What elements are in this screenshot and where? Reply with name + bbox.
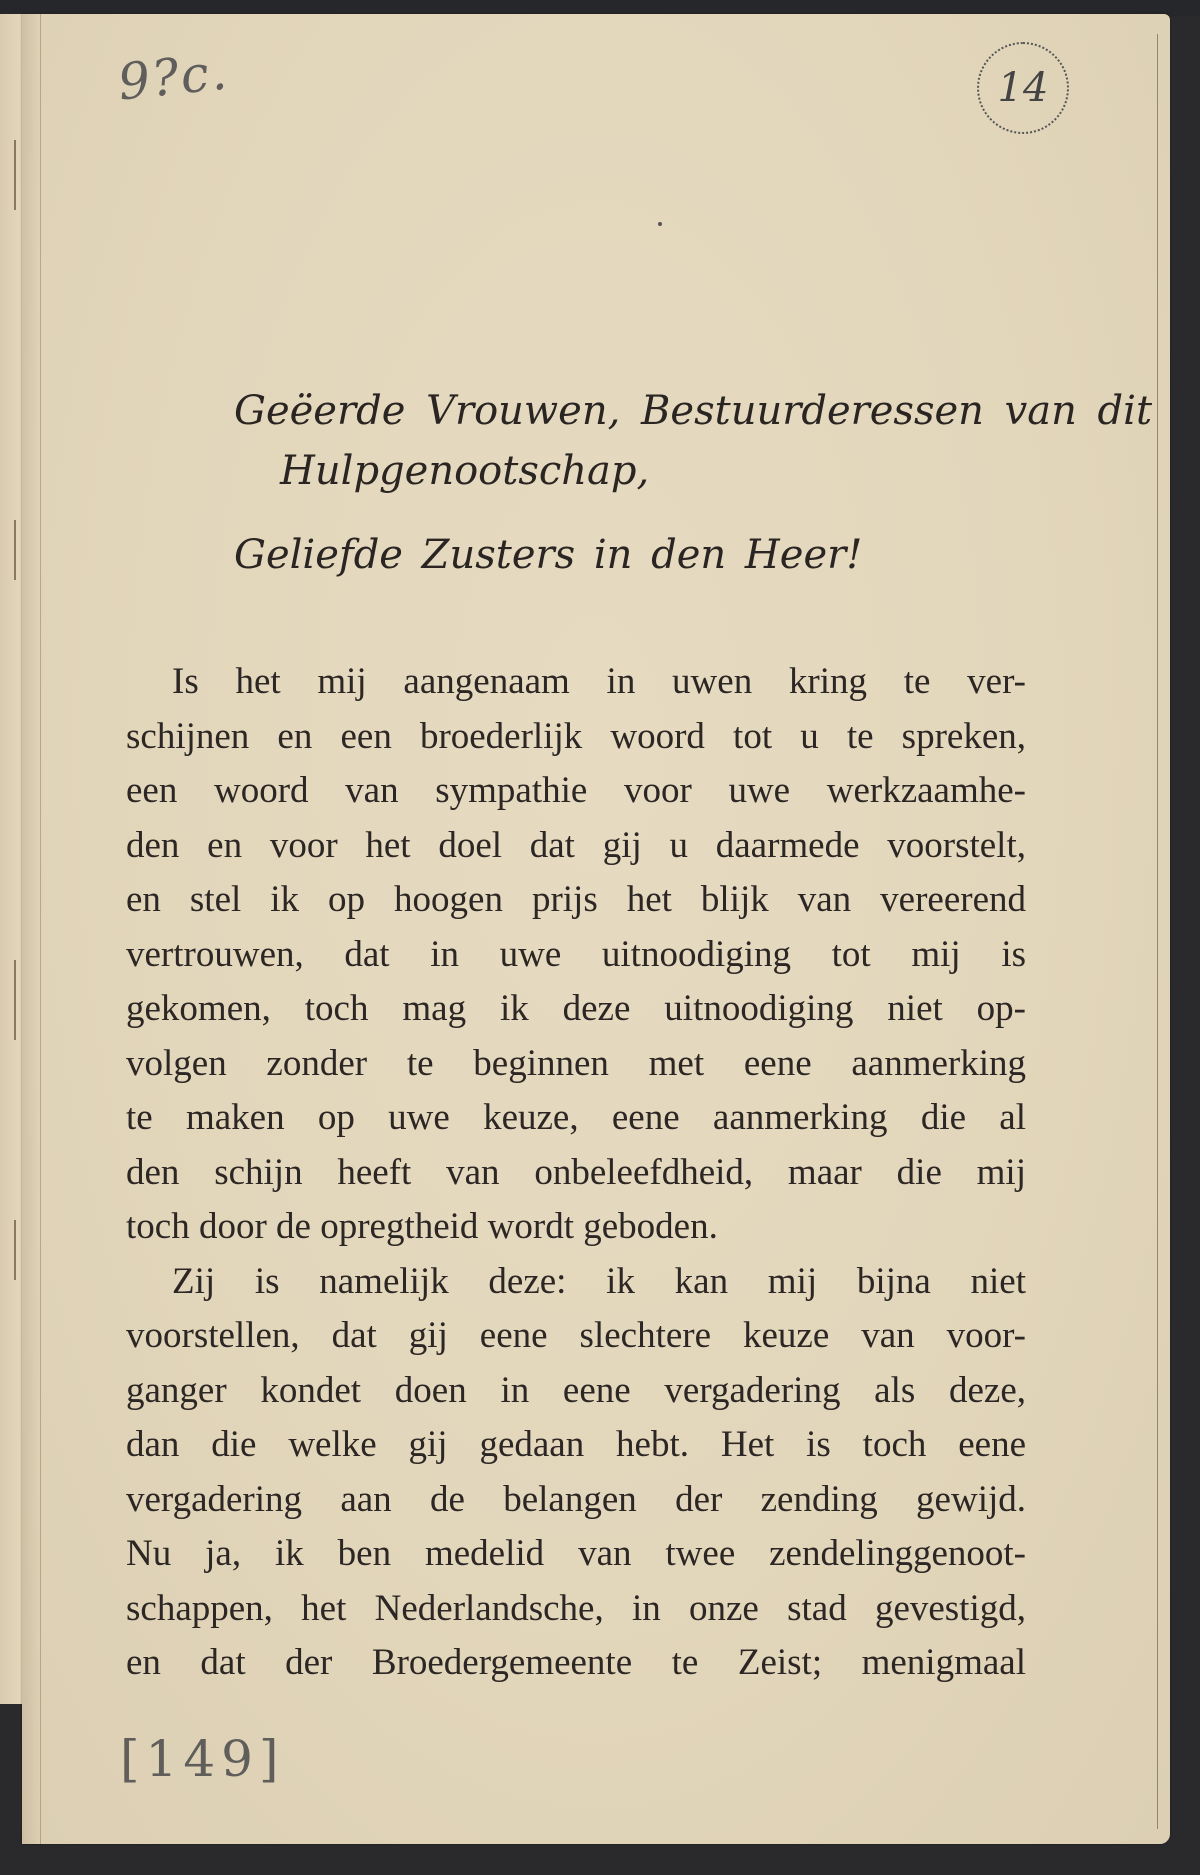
text-line: gekomen, toch mag ik deze uitnoodiging niet op-: [126, 988, 1026, 1029]
page-gutter-crease: [22, 14, 41, 1844]
paragraph-2: [126, 1255, 1026, 1691]
text-line: dan die welke gij gedaan hebt. Het is toch eene: [126, 1424, 1026, 1465]
binding-mark: [14, 960, 16, 1040]
text-line: en stel ik op hoogen prijs het blijk van vereerend: [126, 879, 1026, 920]
pencil-annotation-bottom-left: [149]: [120, 1730, 285, 1788]
ink-speck: [658, 222, 662, 226]
binding-mark: [14, 1220, 16, 1280]
text-line: toch door de opregtheid wordt geboden.: [126, 1206, 718, 1247]
text-line: vertrouwen, dat in uwe uitnoodiging tot mij is: [126, 933, 1026, 975]
text-line: ganger kondet doen in eene vergadering als deze,: [126, 1369, 1026, 1411]
text-line: voorstellen, dat gij eene slechtere keuze van voor-: [126, 1315, 1026, 1356]
text-line: Zij is namelijk deze: ik kan mij bijna niet: [172, 1260, 1026, 1302]
pencil-annotation-top-left: 9?c.: [115, 42, 232, 112]
text-line: den en voor het doel dat gij u daarmede voorstelt,: [126, 824, 1026, 866]
text-line: Nu ja, ik ben medelid van twee zendelinggenoot-: [126, 1533, 1026, 1574]
salutation-line-3: Geliefde Zusters in den Heer!: [234, 532, 863, 578]
text-line: volgen zonder te beginnen met eene aanmerking: [126, 1042, 1026, 1084]
text-line: te maken op uwe keuze, eene aanmerking die al: [126, 1097, 1026, 1138]
binding-mark: [14, 520, 16, 580]
salutation-line-2: Hulpgenootschap,: [280, 448, 650, 494]
binding-mark: [14, 140, 16, 210]
text-line: den schijn heeft van onbeleefdheid, maar die mij: [126, 1151, 1026, 1193]
paragraph-1: [126, 655, 1026, 1255]
text-line: en dat der Broedergemeente te Zeist; menigmaal: [126, 1642, 1026, 1683]
text-line: schijnen en een broederlijk woord tot u te spreken,: [126, 715, 1026, 757]
text-line: een woord van sympathie voor uwe werkzaamhe-: [126, 770, 1026, 811]
salutation-line-1: Geëerde Vrouwen, Bestuurderessen van dit: [234, 388, 1153, 434]
text-line: vergadering aan de belangen der zending gewijd.: [126, 1478, 1026, 1520]
body-text: [126, 655, 1026, 1691]
circled-number-text: 14: [997, 65, 1049, 111]
text-line: Is het mij aangenaam in uwen kring te ver-: [172, 661, 1026, 702]
circled-page-number: [977, 42, 1069, 134]
page-right-edge-line: [1157, 34, 1158, 1829]
text-line: schappen, het Nederlandsche, in onze stad gevestigd,: [126, 1587, 1026, 1629]
